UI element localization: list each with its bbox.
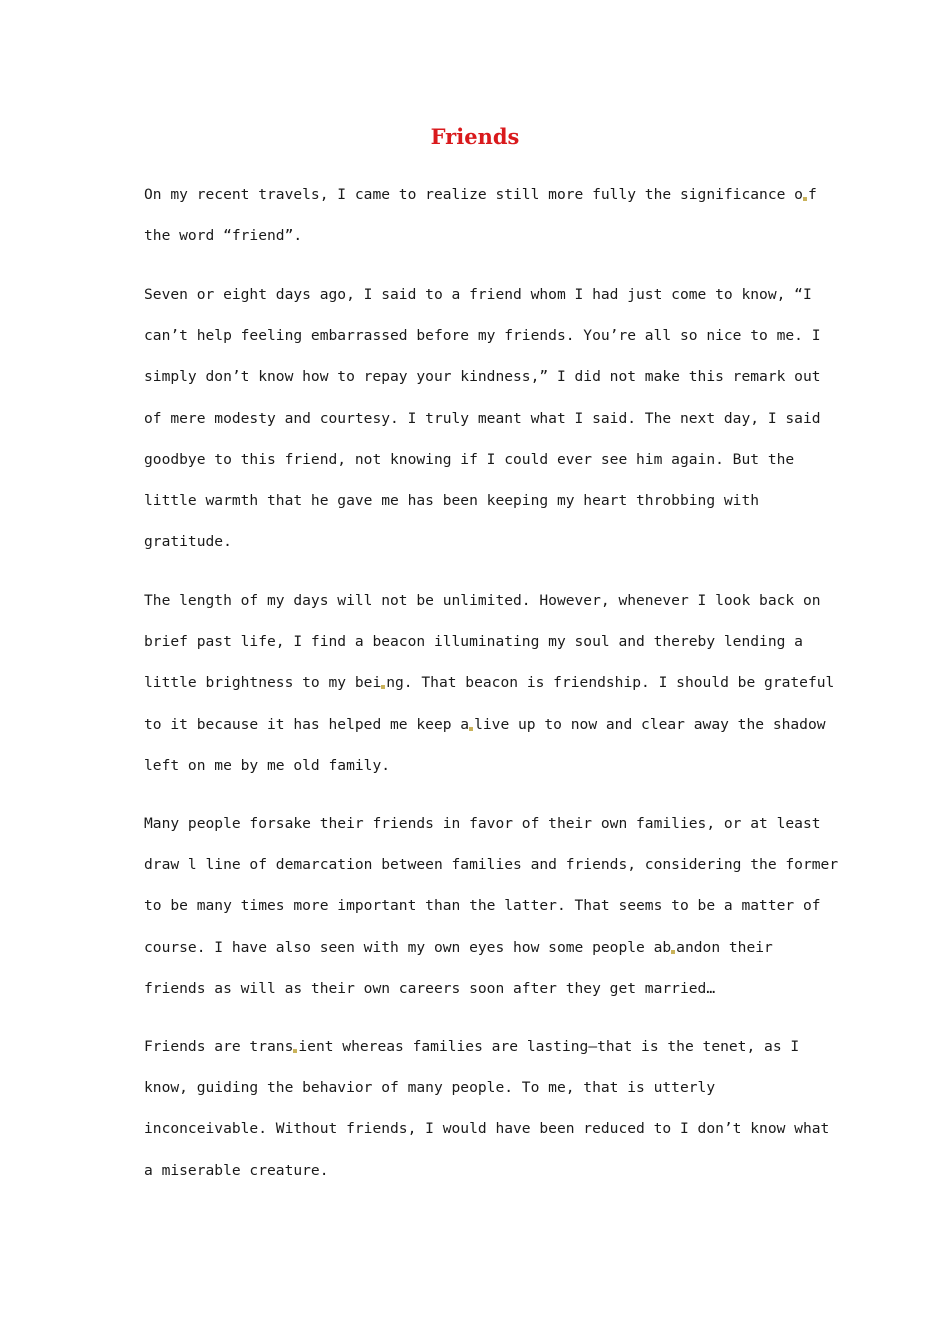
text-line: the word “friend”. (144, 227, 303, 245)
text-line: know, guiding the behavior of many people. To me, that is utterly (144, 1079, 716, 1097)
text-line: Many people forsake their friends in favor of their own families, or at least (144, 815, 821, 832)
highlight-mark-icon (671, 950, 675, 954)
text-line: brief past life, I find a beacon illuminating my soul and thereby lending a (144, 633, 803, 651)
text-line: gratitude. (144, 533, 232, 551)
paragraph-4 (144, 803, 839, 1009)
highlight-mark-icon (293, 1049, 297, 1053)
text-segment: live up to now and clear away the shadow (474, 715, 826, 733)
text-line: inconceivable. Without friends, I would have been reduced to I don’t know what (144, 1120, 830, 1138)
text-line: of mere modesty and courtesy. I truly meant what I said. The next day, I said (144, 409, 821, 427)
text-segment: little brightness to my bei (144, 674, 382, 692)
text-line: Seven or eight days ago, I said to a friend whom I had just come to know, “I (144, 286, 812, 303)
paragraph-2 (144, 274, 821, 562)
highlight-mark-icon (803, 197, 807, 201)
text-line (144, 704, 826, 745)
text-line (144, 174, 817, 215)
paragraph-3 (144, 580, 835, 786)
text-line (144, 1026, 814, 1067)
text-line: left on me by me old family. (144, 756, 391, 774)
text-line: The length of my days will not be unlimited. However, whenever I look back on (144, 592, 821, 609)
highlight-mark-icon (469, 727, 473, 731)
text-segment: Friends are trans (144, 1038, 294, 1055)
text-segment: course. I have also seen with my own eyes how some people ab (144, 938, 672, 956)
text-line: goodbye to this friend, not knowing if I could ever see him again. But the (144, 450, 795, 468)
text-segment: ng. That beacon is friendship. I should be grateful (386, 674, 835, 692)
text-line: a miserable creature. (144, 1161, 329, 1179)
text-segment: to it because it has helped me keep a (144, 715, 470, 733)
highlight-mark-icon (381, 685, 385, 689)
text-line (144, 927, 814, 968)
paragraph-1 (144, 174, 817, 256)
text-line: can’t help feeling embarrassed before my friends. You’re all so nice to me. I (144, 327, 821, 345)
text-line: friends as will as their own careers soon after they get married… (144, 979, 716, 997)
text-segment: f (807, 186, 817, 203)
text-line: simply don’t know how to repay your kindness,” I did not make this remark out (144, 368, 821, 386)
text-segment: On my recent travels, I came to realize still more fully the significance o (144, 186, 803, 203)
document-title: Friends (430, 124, 520, 149)
text-line: draw l line of demarcation between families and friends, considering the former (144, 856, 839, 874)
paragraph-5 (144, 1026, 830, 1191)
text-segment: ient whereas families are lasting—that is the tenet, as I (298, 1038, 800, 1055)
text-segment: andon their (676, 938, 773, 956)
text-line: little warmth that he gave me has been keeping my heart throbbing with (144, 491, 760, 509)
text-line (144, 662, 835, 703)
text-line: to be many times more important than the latter. That seems to be a matter of (144, 897, 821, 915)
